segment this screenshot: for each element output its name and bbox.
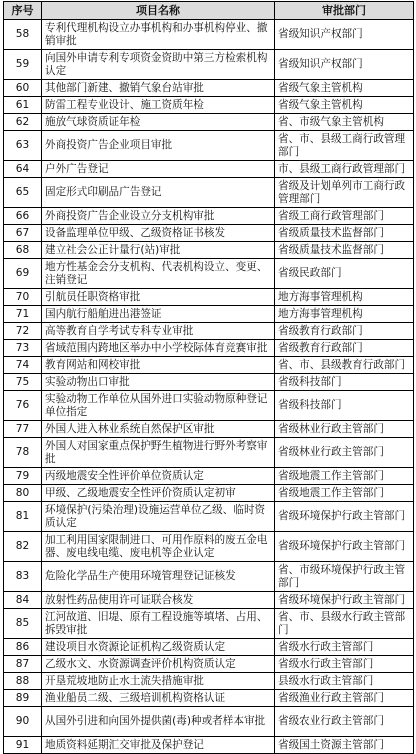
row-item-name: 国内航行船舶进出港签证 (42, 306, 275, 323)
table-header-row (4, 2, 414, 20)
table-row (4, 306, 414, 323)
table-row (4, 50, 414, 80)
table-row (4, 592, 414, 609)
row-department: 省级气象主管机构 (275, 97, 414, 114)
table-row (4, 357, 414, 374)
table-row (4, 97, 414, 114)
row-department: 省级地震工作主管部门 (275, 485, 414, 502)
row-department: 地方海事管理机构 (275, 289, 414, 306)
row-department: 省级教育行政部门 (275, 340, 414, 357)
row-item-name: 实验动物工作单位从国外进口实验动物原种登记单位指定 (42, 391, 275, 421)
row-index: 71 (4, 306, 42, 323)
table-row (4, 161, 414, 178)
table-row (4, 259, 414, 289)
row-department: 省、市、县级工商行政管理部门 (275, 131, 414, 161)
row-department: 省级知识产权部门 (275, 50, 414, 80)
row-department: 省级农业行政主管部门 (275, 707, 414, 737)
row-item-name: 建立社会公正计量行(站)审批 (42, 242, 275, 259)
row-item-name: 外商投资广告企业项目审批 (42, 131, 275, 161)
table-row (4, 673, 414, 690)
table-row (4, 114, 414, 131)
table-row (4, 639, 414, 656)
row-department: 省级质量技术监督部门 (275, 242, 414, 259)
row-item-name: 其他部门新建、撤销气象台站审批 (42, 80, 275, 97)
row-index: 61 (4, 97, 42, 114)
row-item-name: 乙级水文、水资源调查评价机构资质认定 (42, 656, 275, 673)
row-item-name: 户外广告登记 (42, 161, 275, 178)
row-item-name: 甲级、乙级地震安全性评价资质认定初审 (42, 485, 275, 502)
row-item-name: 地质资料延期汇交审批及保护登记 (42, 737, 275, 754)
table-row (4, 532, 414, 562)
row-index: 76 (4, 391, 42, 421)
row-index: 91 (4, 737, 42, 754)
table-body (4, 20, 414, 754)
row-index: 83 (4, 562, 42, 592)
table-row (4, 690, 414, 707)
row-department: 省级教育行政部门 (275, 323, 414, 340)
row-department: 省级民政部门 (275, 259, 414, 289)
row-item-name: 设备监理单位甲级、乙级资格证书核发 (42, 225, 275, 242)
table-row (4, 225, 414, 242)
row-index: 75 (4, 374, 42, 391)
table-row (4, 289, 414, 306)
row-department: 省、市级环境保护行政主管部门 (275, 562, 414, 592)
row-index: 90 (4, 707, 42, 737)
table-row (4, 20, 414, 50)
row-item-name: 防雷工程专业设计、施工资质年检 (42, 97, 275, 114)
table-row (4, 208, 414, 225)
row-item-name: 加工利用国家限制进口、可用作原料的废五金电器、废电线电缆、废电机等企业认定 (42, 532, 275, 562)
row-index: 72 (4, 323, 42, 340)
row-index: 86 (4, 639, 42, 656)
row-index: 85 (4, 609, 42, 639)
row-department: 省级科技部门 (275, 391, 414, 421)
row-item-name: 开垦荒坡地防止水土流失措施审批 (42, 673, 275, 690)
row-department: 省级环境保护行政主管部门 (275, 502, 414, 532)
row-department: 省级工商行政管理部门 (275, 208, 414, 225)
row-index: 79 (4, 468, 42, 485)
row-department: 省、市、县级水行政主管部门 (275, 609, 414, 639)
row-department: 省、市级气象主管机构 (275, 114, 414, 131)
row-item-name: 放射性药品使用许可证联合核发 (42, 592, 275, 609)
row-index: 60 (4, 80, 42, 97)
row-index: 81 (4, 502, 42, 532)
table-row (4, 502, 414, 532)
row-department: 省级环境保护行政主管部门 (275, 532, 414, 562)
table-row (4, 656, 414, 673)
row-index: 82 (4, 532, 42, 562)
approval-items-table (3, 1, 414, 754)
row-index: 87 (4, 656, 42, 673)
row-department: 省级地震工作主管部门 (275, 468, 414, 485)
row-item-name: 丙级地震安全性评价单位资质认定 (42, 468, 275, 485)
row-item-name: 省域范围内跨地区举办中小学校际体育竞赛审批 (42, 340, 275, 357)
row-index: 67 (4, 225, 42, 242)
row-item-name: 危险化学品生产使用环境管理登记证核发 (42, 562, 275, 592)
table-row (4, 485, 414, 502)
row-item-name: 固定形式印刷品广告登记 (42, 178, 275, 208)
row-item-name: 高等教育自学考试专科专业审批 (42, 323, 275, 340)
row-item-name: 教育网站和网校审批 (42, 357, 275, 374)
row-item-name: 实验动物出口审批 (42, 374, 275, 391)
table-row (4, 242, 414, 259)
row-index: 73 (4, 340, 42, 357)
table-row (4, 438, 414, 468)
row-index: 70 (4, 289, 42, 306)
table-row (4, 609, 414, 639)
table-row (4, 131, 414, 161)
table-row (4, 374, 414, 391)
row-index: 68 (4, 242, 42, 259)
row-department: 省级环境保护行政主管部门 (275, 592, 414, 609)
table-row (4, 323, 414, 340)
row-item-name: 江河故道、旧堤、原有工程设施等填堵、占用、拆毁审批 (42, 609, 275, 639)
row-department: 省级知识产权部门 (275, 20, 414, 50)
row-department: 省级科技部门 (275, 374, 414, 391)
table-row (4, 707, 414, 737)
header-index: 序号 (4, 2, 42, 20)
row-department: 县级水行政主管部门 (275, 673, 414, 690)
row-index: 69 (4, 259, 42, 289)
table-row (4, 80, 414, 97)
row-department: 省级气象主管机构 (275, 80, 414, 97)
row-department: 省级国土资源主管部门 (275, 737, 414, 754)
table-row (4, 468, 414, 485)
table-row (4, 340, 414, 357)
row-department: 省级水行政主管部门 (275, 639, 414, 656)
row-index: 65 (4, 178, 42, 208)
row-department: 市、县级工商行政管理部门 (275, 161, 414, 178)
row-department: 省、市、县级教育行政部门 (275, 357, 414, 374)
table-row (4, 421, 414, 438)
row-index: 80 (4, 485, 42, 502)
row-index: 84 (4, 592, 42, 609)
row-index: 74 (4, 357, 42, 374)
row-item-name: 从国外引进和向国外提供菌(毒)种或者样本审批 (42, 707, 275, 737)
row-item-name: 专利代理机构设立办事机构和办事机构停业、撤销审批 (42, 20, 275, 50)
row-index: 88 (4, 673, 42, 690)
row-item-name: 施放气球资质证年检 (42, 114, 275, 131)
row-item-name: 外国人进入林业系统自然保护区审批 (42, 421, 275, 438)
row-department: 省级林业行政主管部门 (275, 438, 414, 468)
table-row (4, 391, 414, 421)
row-item-name: 引航员任职资格审批 (42, 289, 275, 306)
row-item-name: 地方性基金会分支机构、代表机构设立、变更、注销登记 (42, 259, 275, 289)
row-department: 地方海事管理机构 (275, 306, 414, 323)
table-row (4, 178, 414, 208)
row-item-name: 环境保护(污染治理)设施运营单位乙级、临时资质认定 (42, 502, 275, 532)
row-index: 63 (4, 131, 42, 161)
row-department: 省级渔业行政主管部门 (275, 690, 414, 707)
row-department: 省级及计划单列市工商行政管理部门 (275, 178, 414, 208)
row-item-name: 外国人对国家重点保护野生植物进行野外考察审批 (42, 438, 275, 468)
row-index: 62 (4, 114, 42, 131)
row-index: 89 (4, 690, 42, 707)
row-item-name: 渔业船员二级、三级培训机构资格认证 (42, 690, 275, 707)
table-row (4, 562, 414, 592)
table-row (4, 737, 414, 754)
row-item-name: 建设项目水资源论证机构乙级资质认定 (42, 639, 275, 656)
row-index: 77 (4, 421, 42, 438)
header-item-name: 项目名称 (42, 2, 275, 20)
row-index: 78 (4, 438, 42, 468)
header-department: 审批部门 (275, 2, 414, 20)
row-department: 省级质量技术监督部门 (275, 225, 414, 242)
row-index: 59 (4, 50, 42, 80)
row-index: 64 (4, 161, 42, 178)
row-department: 省级林业行政主管部门 (275, 421, 414, 438)
row-item-name: 向国外申请专利专项资金资助中第三方检索机构认定 (42, 50, 275, 80)
row-index: 66 (4, 208, 42, 225)
row-item-name: 外商投资广告企业设立分支机构审批 (42, 208, 275, 225)
row-department: 省级水行政主管部门 (275, 656, 414, 673)
document-page (0, 1, 416, 751)
row-index: 58 (4, 20, 42, 50)
